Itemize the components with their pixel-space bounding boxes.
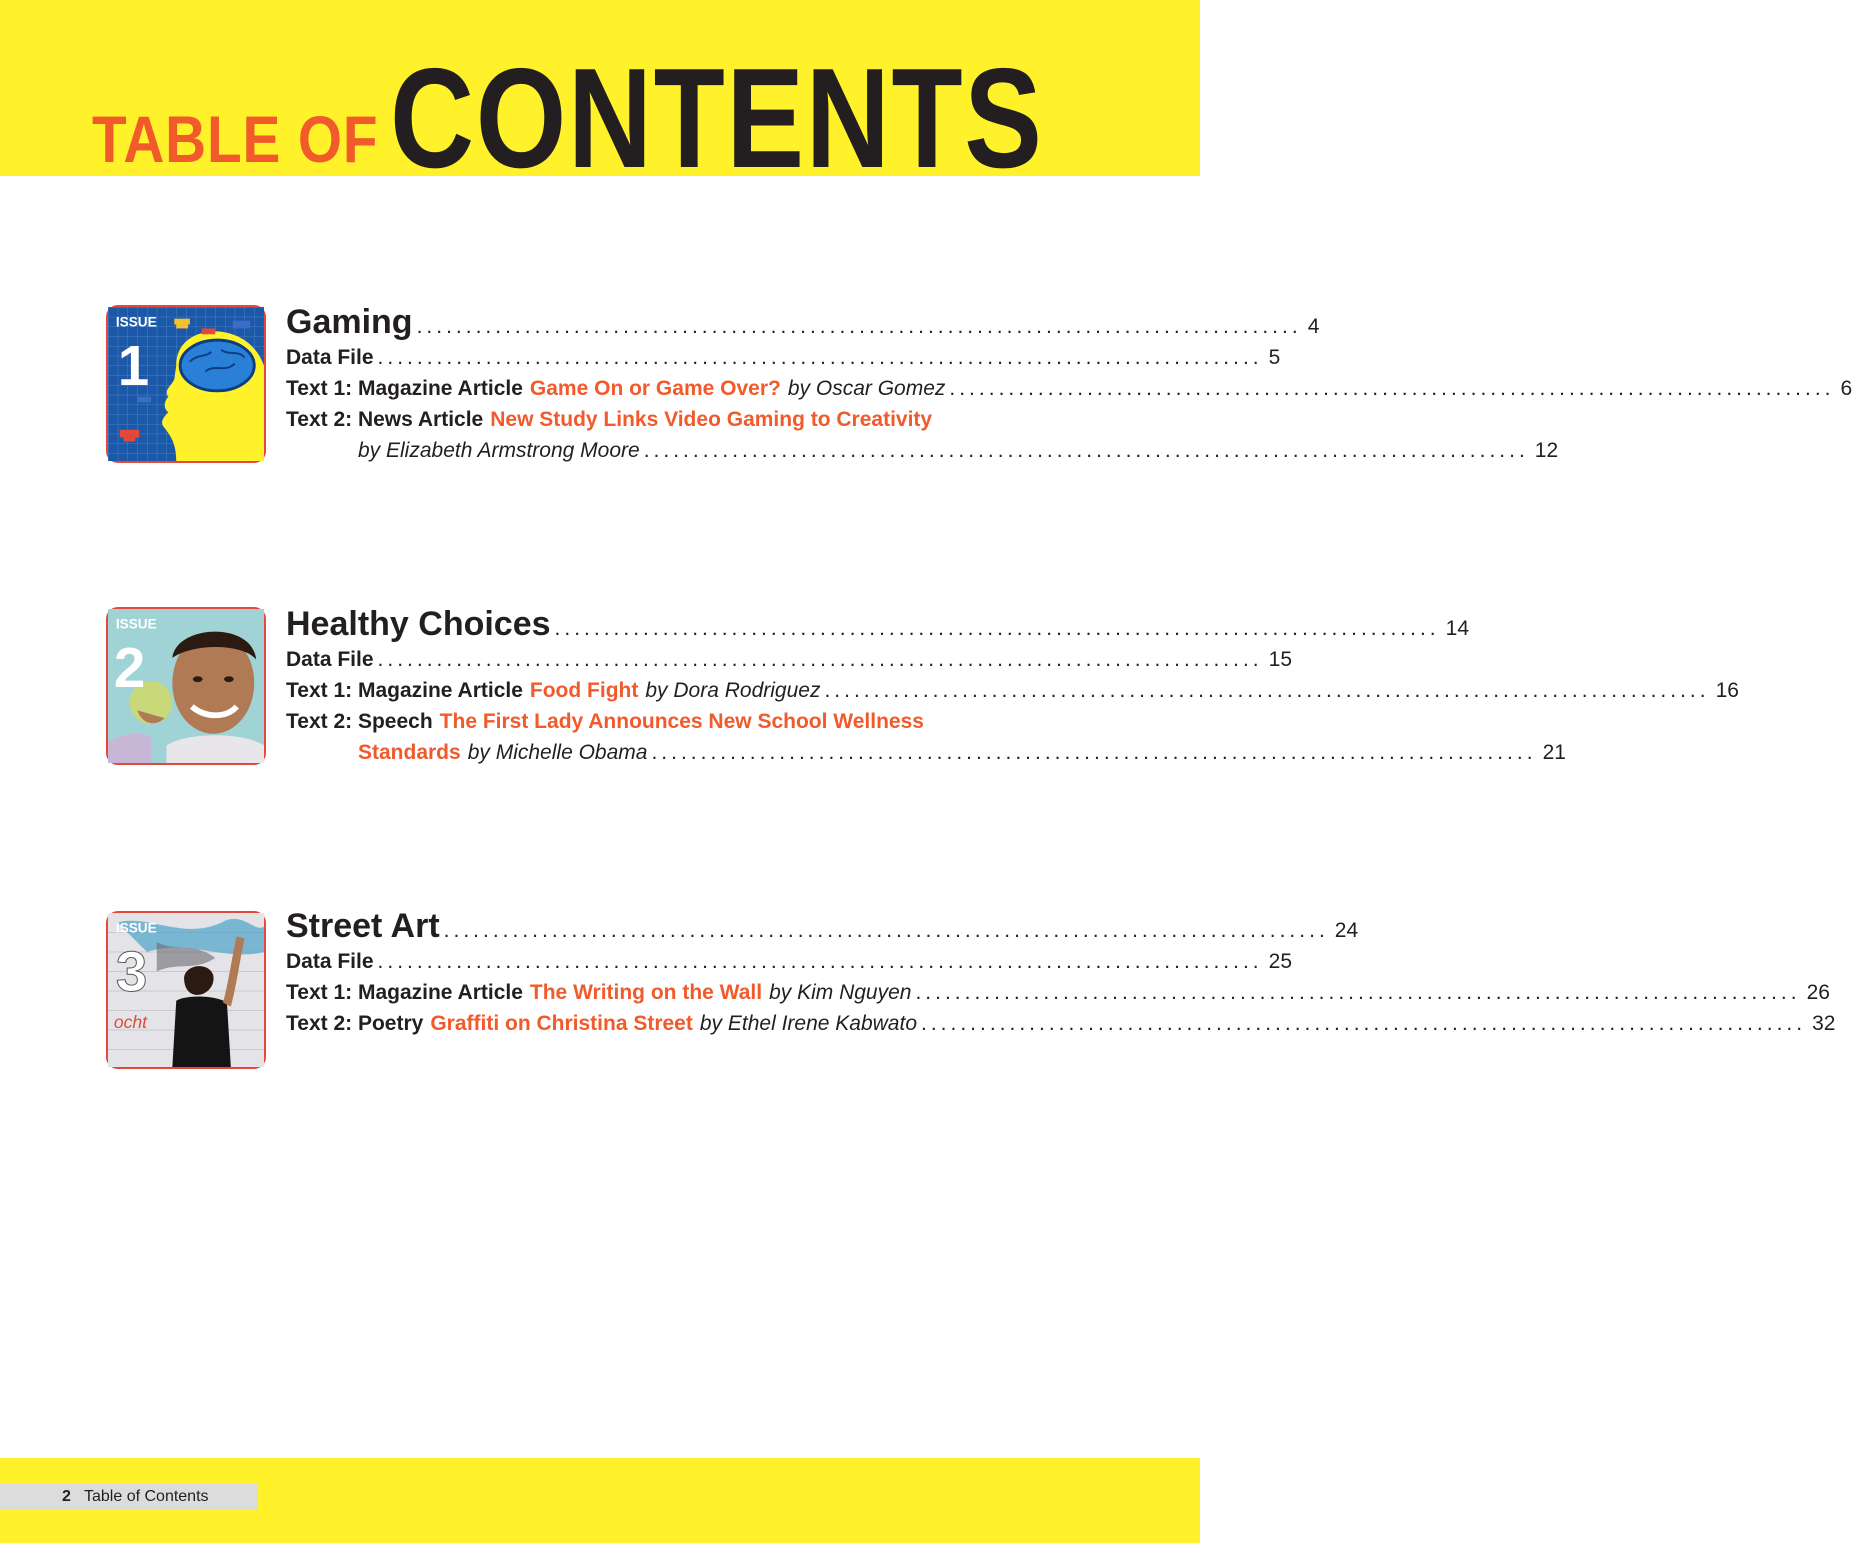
toc-entry-text-2[interactable] [286,706,1048,737]
topic-title: Street Art [286,907,440,945]
toc-entry-text-2[interactable] [286,404,1048,435]
issue-3-thumbnail[interactable] [106,911,266,1069]
dot-leader: .......................................................................................... [377,346,1263,369]
healthy-choices-image [108,609,264,763]
issue-number: 1 [117,333,150,397]
byline: by Elizabeth Armstrong Moore [358,439,640,462]
byline: by Kim Nguyen [769,981,912,1004]
byline: by Oscar Gomez [787,377,946,400]
issue-1-contents [286,303,1852,466]
page-number: 26 [1806,981,1830,1004]
page-number: 25 [1268,950,1292,973]
issue-3-contents [286,907,1836,1039]
article-title: Graffiti on Christina Street [430,1012,693,1035]
toc-entry-text-2-cont[interactable] [286,435,1559,466]
entry-label: Text 1: Magazine Article [286,981,523,1004]
toc-entry-data-file[interactable] [286,342,1281,373]
toc-entry-data-file[interactable] [286,946,1292,977]
footer-section-label: Table of Contents [84,1488,209,1505]
toc-entry-text-1[interactable] [286,977,1830,1008]
street-art-image [108,913,264,1067]
issue-badge-text: ISSUE [115,314,157,330]
article-title: New Study Links Video Gaming to Creativity [490,408,933,431]
footer-tab [0,1484,258,1510]
dot-leader: .......................................................................................... [554,617,1440,640]
dot-leader: .......................................................................................... [651,741,1537,764]
issue-number: 2 [113,635,146,699]
entry-label: Text 2: News Article [286,408,484,431]
page-number: 4 [1307,315,1320,338]
page-number: 24 [1334,919,1359,942]
dot-leader: .......................................................................................... [377,950,1263,973]
toc-entry-text-2[interactable] [286,1008,1836,1039]
footer-page-number: 2 [62,1488,71,1505]
toc-entry-topic[interactable] [286,907,1359,945]
article-title: The First Lady Announces New School Wellness [439,710,924,733]
dot-leader: .......................................................................................... [921,1012,1807,1035]
byline: by Ethel Irene Kabwato [699,1012,917,1035]
dot-leader: .......................................................................................... [915,981,1801,1004]
article-title-continued: Standards [358,741,461,764]
issue-number: 3 [115,939,148,1003]
svg-text:ocht: ocht [113,1012,148,1033]
entry-label: Data File [286,950,374,973]
page-title: CONTENTS [390,39,1044,198]
page-number: 15 [1268,648,1292,671]
entry-label: Text 2: Speech [286,710,433,733]
dot-leader: .......................................................................................... [443,919,1329,942]
issue-2-thumbnail[interactable] [106,607,266,765]
article-title: Game On or Game Over? [529,377,781,400]
toc-entry-text-1[interactable] [286,373,1852,404]
byline: by Michelle Obama [467,741,648,764]
entry-label: Data File [286,346,374,369]
byline: by Dora Rodriguez [645,679,821,702]
page-number: 32 [1812,1012,1836,1035]
dot-leader: .......................................................................................... [377,648,1263,671]
page-number: 16 [1715,679,1739,702]
entry-label: Text 2: Poetry [286,1012,424,1035]
issue-badge-text: ISSUE [115,616,157,632]
toc-entry-topic[interactable] [286,303,1320,341]
topic-title: Gaming [286,303,413,341]
dot-leader: .......................................................................................... [824,679,1710,702]
page-number: 21 [1542,741,1566,764]
title-prefix: TABLE OF [92,102,379,176]
article-title: The Writing on the Wall [529,981,763,1004]
article-title: Food Fight [529,679,639,702]
entry-label: Text 1: Magazine Article [286,679,523,702]
issue-badge-text: ISSUE [115,920,157,936]
toc-entry-text-1[interactable] [286,675,1739,706]
issue-2-contents [286,605,1739,768]
page-number: 14 [1445,617,1469,640]
toc-entry-data-file[interactable] [286,644,1292,675]
dot-leader: .......................................................................................... [949,377,1835,400]
toc-entry-topic[interactable] [286,605,1469,643]
toc-entry-text-2-cont[interactable] [286,737,1566,768]
issue-1-thumbnail[interactable] [106,305,266,463]
dot-leader: .......................................................................................... [643,439,1529,462]
page-number: 6 [1840,377,1852,400]
page-number: 5 [1268,346,1281,369]
page-number: 12 [1534,439,1559,462]
entry-label: Text 1: Magazine Article [286,377,523,400]
topic-title: Healthy Choices [286,605,551,643]
gaming-brain-image [108,307,264,461]
dot-leader: .......................................................................................... [416,315,1302,338]
entry-label: Data File [286,648,374,671]
